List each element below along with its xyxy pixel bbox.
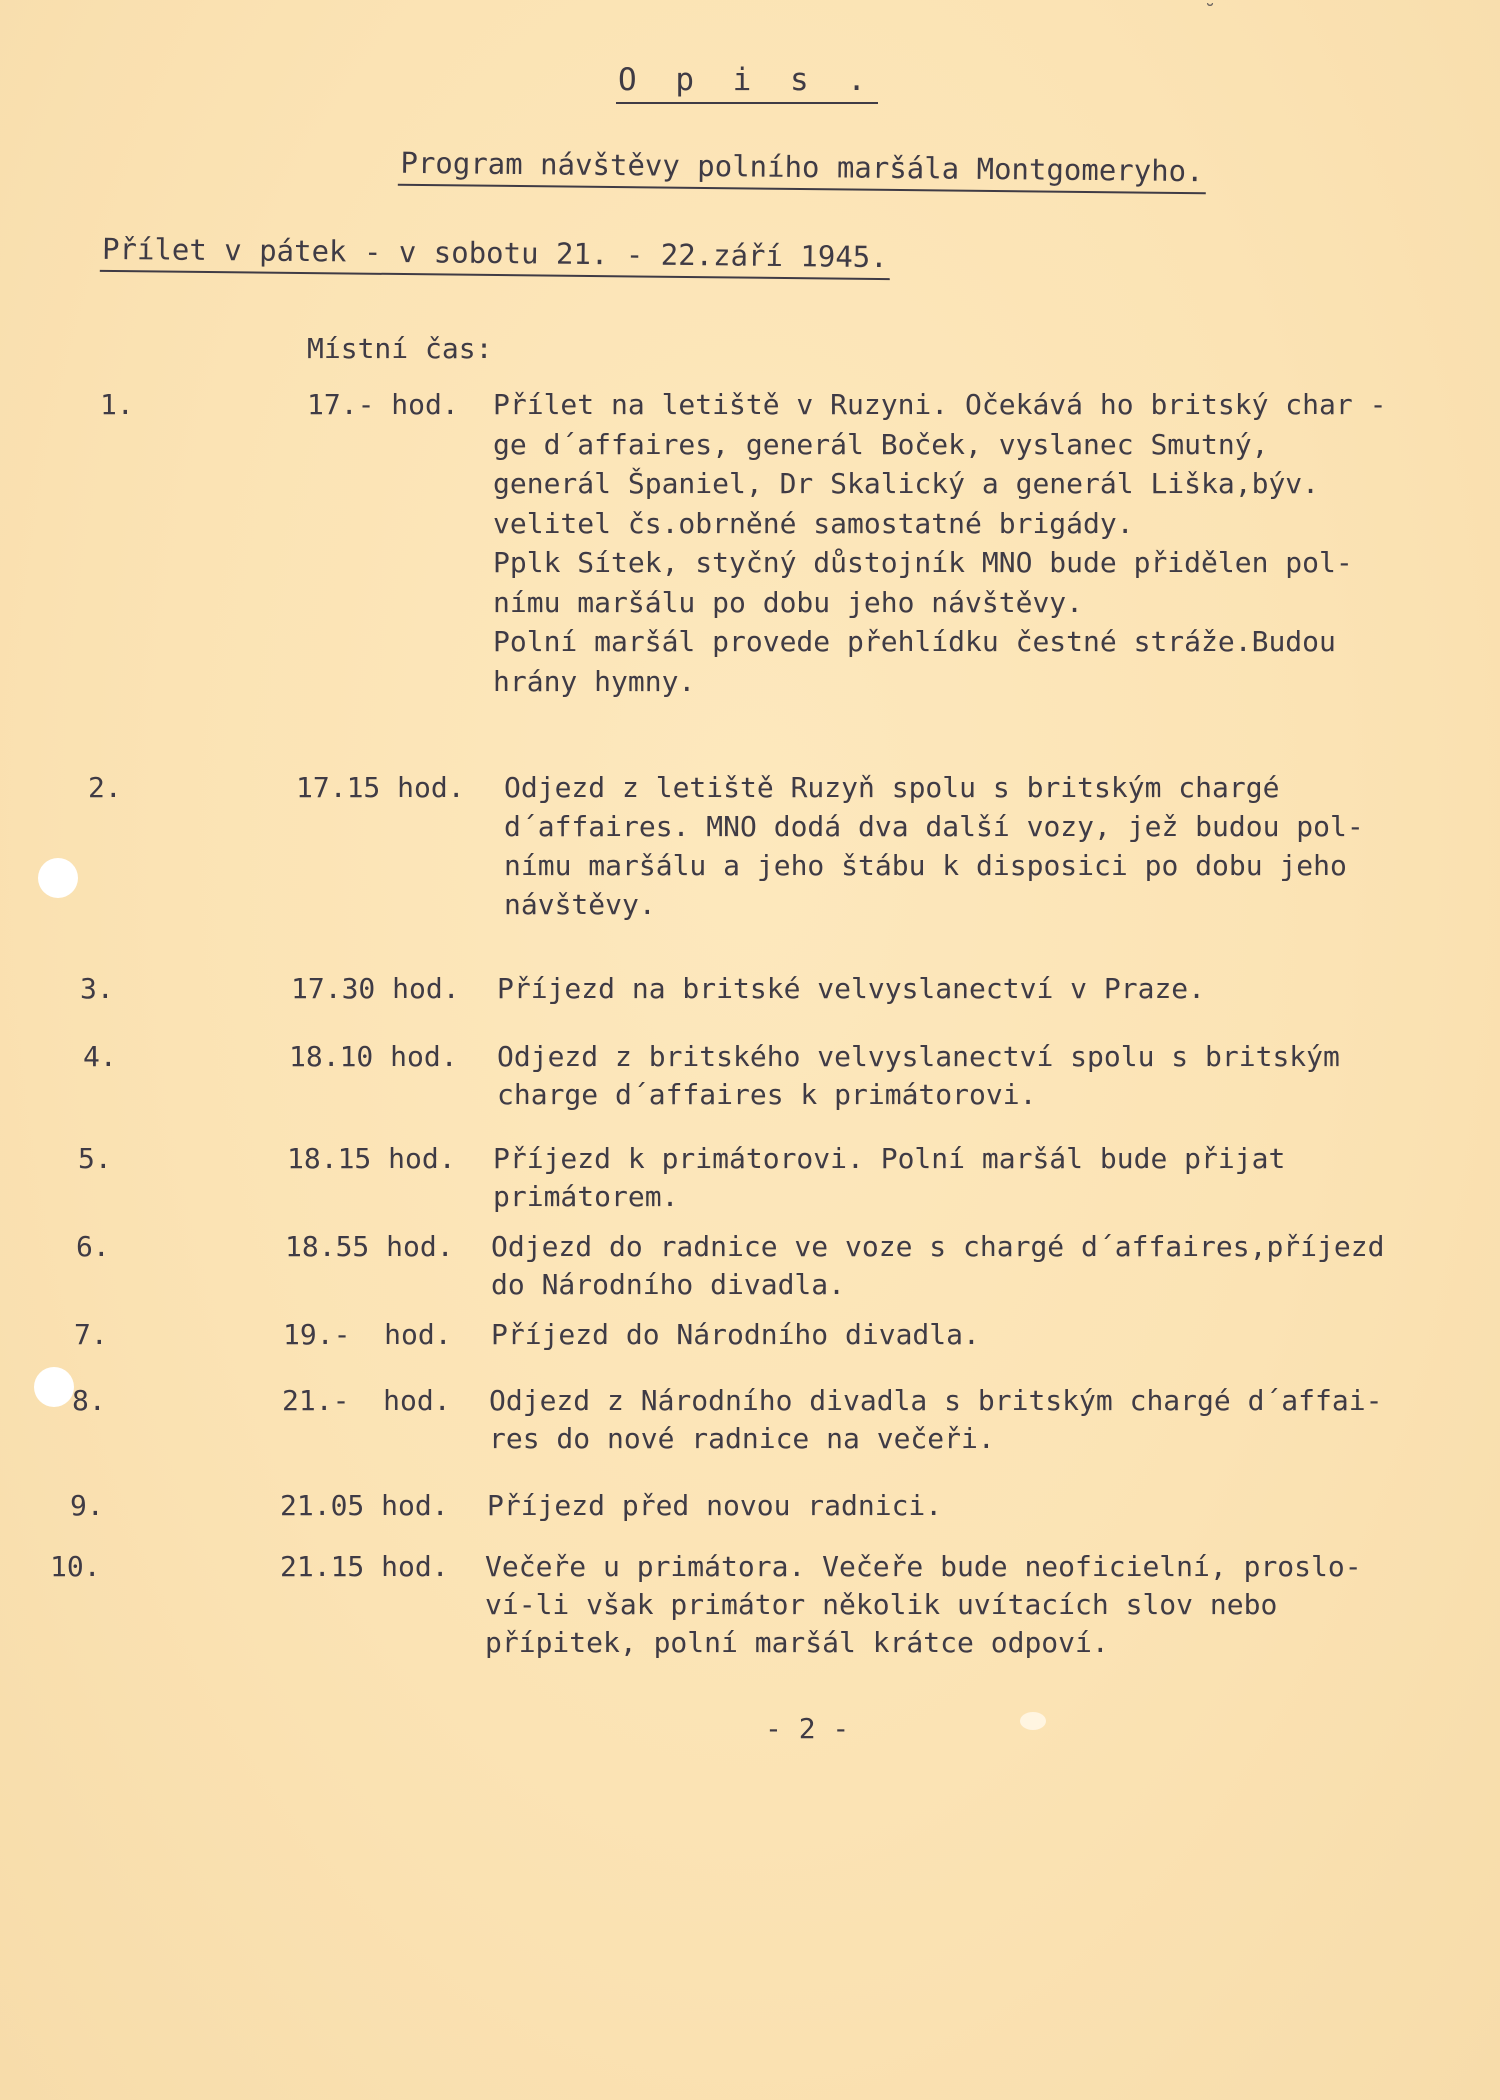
entry-text (493, 1140, 1500, 1216)
entry-number: 6. (76, 1230, 110, 1263)
entry-number: 1. (100, 388, 134, 421)
entry-text (485, 1548, 1495, 1662)
entry-text-line: Večeře u primátora. Večeře bude neoficielní, proslo- (485, 1550, 1362, 1583)
entry-text (504, 768, 1500, 924)
entry-text-line: ge d´affaires, generál Boček, vyslanec Smutný, (493, 427, 1269, 461)
entry-text-line: nímu maršálu a jeho štábu k disposici po dobu jeho (504, 849, 1347, 882)
paper-speck (1020, 1712, 1046, 1730)
entry-time: 21.15 hod. (280, 1550, 449, 1583)
entry-time: 19.- hod. (283, 1318, 452, 1351)
entry-text-line: Polní maršál provede přehlídku čestné stráže.Budou (493, 625, 1336, 658)
entry-text (497, 1038, 1500, 1114)
entry-time: 18.10 hod. (289, 1040, 458, 1073)
entry-number: 9. (70, 1489, 104, 1522)
entry-text-line: Příjezd před novou radnici. (487, 1489, 943, 1522)
entry-text-line: ví-li však primátor několik uvítacích slov nebo (485, 1588, 1278, 1621)
entry-text-line: do Národního divadla. (491, 1268, 846, 1301)
entry-text-line: Přílet na letiště v Ruzyni. Očekává ho britský char - (493, 388, 1387, 421)
entry-text-line: velitel čs.obrněné samostatné brigády. (493, 506, 1134, 540)
local-time-label: Místní čas: (307, 332, 493, 365)
entry-text-line: d´affaires. MNO dodá dva další vozy, jež budou pol- (504, 810, 1364, 843)
punch-hole-top (38, 858, 78, 898)
entry-text-line: Odjezd z Národního divadla s britským chargé d´affai- (489, 1384, 1383, 1417)
entry-text-line: nímu maršálu po dobu jeho návštěvy. (493, 585, 1084, 619)
entry-number: 10. (50, 1550, 101, 1583)
entry-text-line: primátorem. (493, 1180, 679, 1213)
entry-time: 18.15 hod. (287, 1142, 456, 1175)
entry-time: 17.- hod. (307, 388, 459, 421)
entry-time: 21.05 hod. (280, 1489, 449, 1522)
entry-text (487, 1487, 1497, 1525)
entry-text-line: Odjezd do radnice ve voze s chargé d´affaires,příjezd (491, 1230, 1385, 1263)
entry-time: 21.- hod. (282, 1384, 451, 1417)
entry-number: 2. (88, 771, 122, 804)
entry-text-line: přípitek, polní maršál krátce odpoví. (485, 1626, 1109, 1659)
corner-mark: ˘ (1204, 0, 1217, 24)
entry-number: 3. (80, 972, 114, 1005)
entry-time: 17.15 hod. (296, 771, 465, 804)
document-subtitle: Program návštěvy polního maršála Montgomeryho. (52, 142, 1500, 198)
entry-text-line: Příjezd do Národního divadla. (491, 1318, 980, 1351)
punch-hole-bottom (34, 1367, 74, 1407)
document-title: O p i s . (0, 62, 1497, 104)
arrival-date-line: Přílet v pátek - v sobotu 21. - 22.září 1945. (100, 232, 890, 280)
entry-text-line: Pplk Sítek, styčný důstojník MNO bude přidělen pol- (493, 546, 1353, 579)
entry-text (493, 385, 1500, 701)
entry-text (497, 970, 1500, 1008)
entry-number: 5. (78, 1142, 112, 1175)
entry-text-line: generál Španiel, Dr Skalický a generál Liška,býv. (493, 467, 1320, 500)
entry-number: 4. (83, 1040, 117, 1073)
entry-text-line: Odjezd z britského velvyslanectví spolu s britským (497, 1040, 1340, 1073)
entry-text-line: Odjezd z letiště Ruzyň spolu s britským chargé (504, 771, 1280, 804)
entry-number: 8. (72, 1384, 106, 1417)
entry-time: 18.55 hod. (285, 1230, 454, 1263)
entry-text-line: Příjezd na britské velvyslanectví v Praze. (497, 972, 1206, 1005)
entry-text (491, 1316, 1500, 1354)
page-number: - 2 - (765, 1712, 850, 1745)
entry-time: 17.30 hod. (291, 972, 460, 1005)
entry-text-line: návštěvy. (504, 888, 656, 921)
entry-text-line: charge d´affaires k primátorovi. (497, 1078, 1037, 1111)
entry-text (489, 1382, 1499, 1458)
entry-text-line: hrány hymny. (493, 664, 696, 698)
entry-number: 7. (74, 1318, 108, 1351)
entry-text-line: res do nové radnice na večeři. (489, 1422, 995, 1455)
entry-text (491, 1228, 1500, 1304)
entry-text-line: Příjezd k primátorovi. Polní maršál bude přijat (493, 1142, 1286, 1175)
